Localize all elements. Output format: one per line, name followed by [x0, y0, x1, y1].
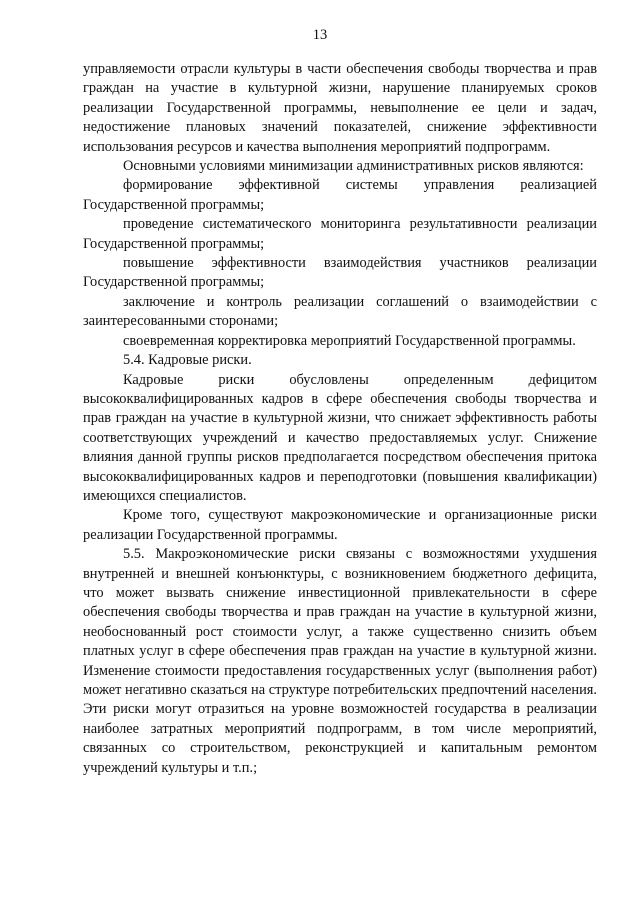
paragraph-other-risks: Кроме того, существуют макроэкономические и организационные риски реализации Государственной программы. [83, 507, 597, 543]
list-item-monitoring: проведение систематического мониторинга результативности реализации Государственной программы; [83, 216, 597, 252]
paragraph-administrative-risks-continued: управляемости отрасли культуры в части обеспечения свободы творчества и прав граждан на участие в культурной жизни, нарушение планируемых сроков реализации Государственной программы, невыполнение ее цели и задач, недостижение плановых значений показателей, снижение эффективности использования ресурсов и качества выполнения мероприятий подпрограмм. [83, 61, 597, 155]
paragraph-minimization-conditions: Основными условиями минимизации административных рисков являются: [123, 158, 584, 175]
list-item-management-system: формирование эффективной системы управления реализацией Государственной программы; [83, 177, 597, 213]
list-item-timely-adjustment: своевременная корректировка мероприятий Государственной программы. [123, 332, 576, 349]
list-item-interaction-efficiency: повышение эффективности взаимодействия участников реализации Государственной программы; [83, 255, 597, 291]
section-heading-personnel-risks: 5.4. Кадровые риски. [123, 352, 252, 369]
list-item-agreements: заключение и контроль реализации соглашений о взаимодействии с заинтересованными сторонами; [83, 293, 597, 330]
paragraph-macroeconomic-risks: 5.5. Макроэкономические риски связаны с возможностями ухудшения внутренней и внешней конъюнктуры, с возникновением бюджетного дефицита, что может вызвать снижение инвестиционной привлекательности в сфере обеспечения свободы творчества и прав граждан на участие в культурной жизни, необоснованный рост стоимости услуг, а также существенно снизить объем платных услуг в сфере обеспечения прав граждан на участие в культурной жизни. Изменение стоимости предоставления государственных услуг (выполнения работ) может негативно сказаться на структуре потребительских предпочтений населения. Эти риски могут отразиться на уровне возможностей государства в реализации наиболее затратных мероприятий подпрограмм, в том числе мероприятий, связанных со строительством, реконструкцией и капитальным ремонтом учреждений культуры и т.п.; [83, 546, 597, 776]
page-number: 13 [312, 27, 328, 43]
document-body [83, 60, 597, 778]
paragraph-personnel-risks: Кадровые риски обусловлены определенным дефицитом высококвалифицированных кадров в сфере обеспечения свободы творчества и прав граждан на участие в культурной жизни, что снижает эффективность работы соответствующих учреждений и качество предоставляемых услуг. Снижение влияния данной группы рисков предполагается посредством обеспечения притока высококвалифицированных кадров и переподготовки (повышения квалификации) имеющихся специалистов. [83, 371, 597, 504]
